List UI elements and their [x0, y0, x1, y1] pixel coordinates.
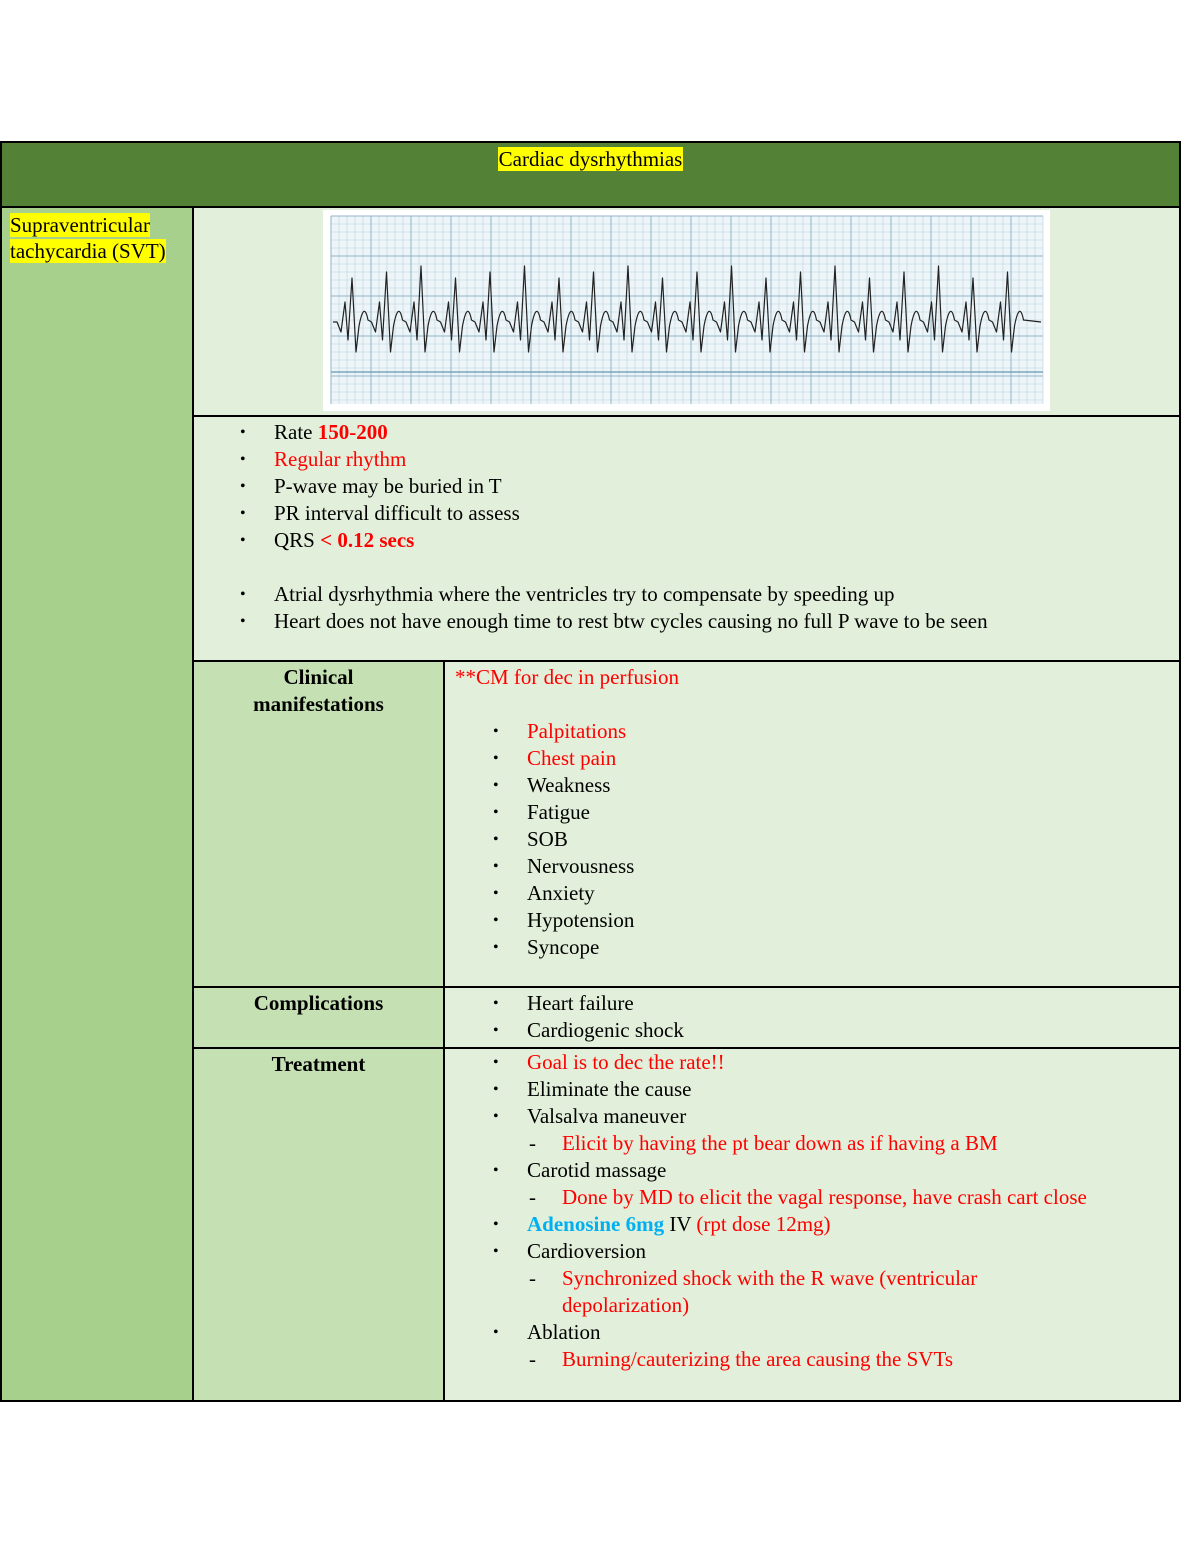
list-item: • Carotid massage	[445, 1157, 1179, 1184]
treatment-list	[445, 1049, 1179, 1373]
ecg-strip-image	[323, 210, 1050, 411]
list-subitem: - Done by MD to elicit the vagal response, have crash cart close	[445, 1184, 1179, 1211]
list-item: • Anxiety	[445, 880, 1179, 907]
list-item: • Rate 150-200	[194, 419, 1179, 446]
list-subitem: - Synchronized shock with the R wave (ventricular	[445, 1265, 1179, 1292]
list-item: • Hypotension	[445, 907, 1179, 934]
list-item: • Nervousness	[445, 853, 1179, 880]
list-item: • Cardiogenic shock	[445, 1017, 1179, 1044]
list-subitem: - Elicit by having the pt bear down as if having a BM	[445, 1130, 1179, 1157]
list-item: • Syncope	[445, 934, 1179, 961]
treatment-label: Treatment	[271, 1052, 366, 1076]
condition-label-line2: tachycardia (SVT)	[10, 239, 166, 263]
list-item: • QRS < 0.12 secs	[194, 527, 1179, 554]
rhythm-notes-cell	[194, 417, 1181, 662]
list-item: • Heart failure	[445, 990, 1179, 1017]
clinical-intro: **CM for dec in perfusion	[455, 665, 679, 689]
clinical-label-cell	[194, 662, 443, 988]
rhythm-notes-list	[194, 419, 1179, 635]
complications-label-cell	[194, 988, 443, 1049]
page-title: Cardiac dysrhythmias	[498, 147, 683, 171]
list-item: • Regular rhythm	[194, 446, 1179, 473]
list-item: • SOB	[445, 826, 1179, 853]
clinical-label: Clinical manifestations	[253, 665, 384, 716]
rate-value: 150-200	[317, 420, 388, 444]
condition-label-line1: Supraventricular	[10, 213, 150, 237]
clinical-list	[445, 664, 1179, 961]
list-item: • Eliminate the cause	[445, 1076, 1179, 1103]
table-header	[0, 141, 1181, 208]
list-item: • Atrial dysrhythmia where the ventricles try to compensate by speeding up	[194, 581, 1179, 608]
condition-cell	[0, 208, 194, 1402]
clinical-content-cell	[443, 662, 1181, 988]
condition-label	[10, 212, 192, 264]
list-item: • Palpitations	[445, 718, 1179, 745]
list-item: • Valsalva maneuver	[445, 1103, 1179, 1130]
repeat-dose: (rpt dose 12mg)	[696, 1212, 831, 1236]
complications-list	[445, 990, 1179, 1044]
complications-content-cell	[443, 988, 1181, 1049]
list-item: • P-wave may be buried in T	[194, 473, 1179, 500]
list-item: • Heart does not have enough time to rest btw cycles causing no full P wave to be seen	[194, 608, 1179, 635]
list-subitem-continuation: depolarization)	[562, 1293, 690, 1317]
list-item: • Adenosine 6mg IV (rpt dose 12mg)	[445, 1211, 1179, 1238]
treatment-content-cell	[443, 1049, 1181, 1402]
list-item: • Ablation	[445, 1319, 1179, 1346]
list-item: • Weakness	[445, 772, 1179, 799]
list-item: • Goal is to dec the rate!!	[445, 1049, 1179, 1076]
treatment-label-cell	[194, 1049, 443, 1402]
adenosine-dose: Adenosine 6mg	[527, 1212, 665, 1236]
complications-label: Complications	[253, 991, 384, 1015]
list-item: • Fatigue	[445, 799, 1179, 826]
qrs-value: < 0.12 secs	[320, 528, 415, 552]
spacer	[445, 691, 1179, 718]
list-item: • Cardioversion	[445, 1238, 1179, 1265]
spacer	[194, 554, 1179, 581]
ecg-strip-graphic	[323, 210, 1050, 411]
list-item: • PR interval difficult to assess	[194, 500, 1179, 527]
list-subitem: - Burning/cauterizing the area causing the SVTs	[445, 1346, 1179, 1373]
list-item: • Chest pain	[445, 745, 1179, 772]
